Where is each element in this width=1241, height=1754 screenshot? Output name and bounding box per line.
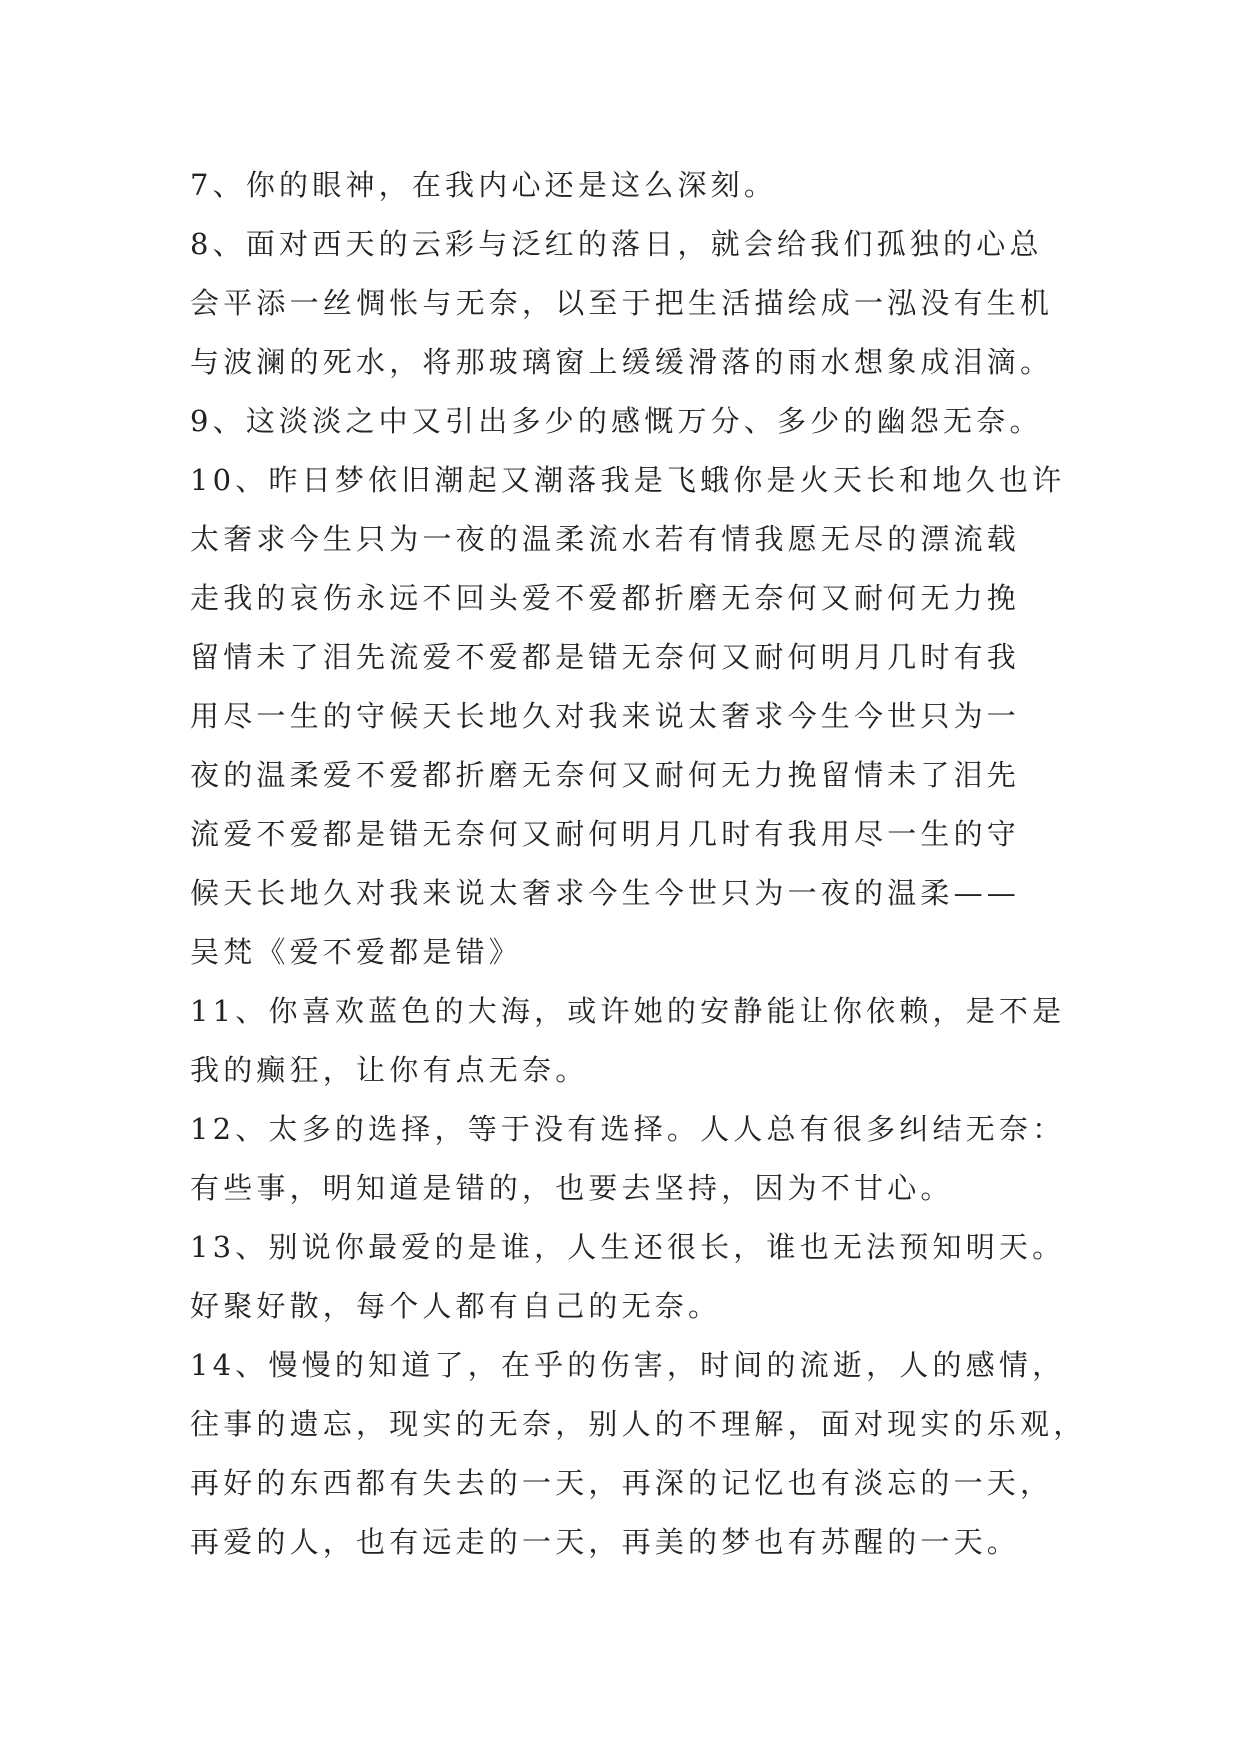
text-line: 好聚好散，每个人都有自己的无奈。 [190, 1289, 722, 1323]
text-line: 12、太多的选择，等于没有选择。人人总有很多纠结无奈： [190, 1112, 1066, 1146]
text-line: 8、面对西天的云彩与泛红的落日，就会给我们孤独的心总 [190, 227, 1043, 261]
text-line: 我的癫狂，让你有点无奈。 [190, 1053, 589, 1087]
text-line: 再好的东西都有失去的一天，再深的记忆也有淡忘的一天， [190, 1466, 1054, 1500]
text-line: 夜的温柔爱不爱都折磨无奈何又耐何无力挽留情未了泪先 [190, 758, 1021, 792]
text-line: 与波澜的死水，将那玻璃窗上缓缓滑落的雨水想象成泪滴。 [190, 345, 1054, 379]
text-line: 太奢求今生只为一夜的温柔流水若有情我愿无尽的漂流载 [190, 522, 1021, 556]
text-line: 流爱不爱都是错无奈何又耐何明月几时有我用尽一生的守 [190, 817, 1021, 851]
text-line: 吴梵《爱不爱都是错》 [190, 935, 523, 969]
text-line: 用尽一生的守候天长地久对我来说太奢求今生今世只为一 [190, 699, 1021, 733]
text-line: 7、你的眼神，在我内心还是这么深刻。 [190, 168, 778, 202]
text-line: 14、慢慢的知道了，在乎的伤害，时间的流逝，人的感情， [190, 1348, 1066, 1382]
text-line: 9、这淡淡之中又引出多少的感慨万分、多少的幽怨无奈。 [190, 404, 1043, 438]
text-line: 13、别说你最爱的是谁，人生还很长，谁也无法预知明天。 [190, 1230, 1066, 1264]
text-line: 会平添一丝惆怅与无奈，以至于把生活描绘成一泓没有生机 [190, 286, 1054, 320]
text-line: 候天长地久对我来说太奢求今生今世只为一夜的温柔—— [190, 876, 1021, 910]
text-line: 11、你喜欢蓝色的大海，或许她的安静能让你依赖，是不是 [190, 994, 1066, 1028]
text-line: 留情未了泪先流爱不爱都是错无奈何又耐何明月几时有我 [190, 640, 1021, 674]
text-line: 再爱的人，也有远走的一天，再美的梦也有苏醒的一天。 [190, 1525, 1021, 1559]
document-body [190, 156, 1087, 1572]
text-line: 有些事，明知道是错的，也要去坚持，因为不甘心。 [190, 1171, 954, 1205]
text-line: 10、昨日梦依旧潮起又潮落我是飞蛾你是火天长和地久也许 [190, 463, 1066, 497]
text-line: 往事的遗忘，现实的无奈，别人的不理解，面对现实的乐观， [190, 1407, 1087, 1441]
text-line: 走我的哀伤永远不回头爱不爱都折磨无奈何又耐何无力挽 [190, 581, 1021, 615]
